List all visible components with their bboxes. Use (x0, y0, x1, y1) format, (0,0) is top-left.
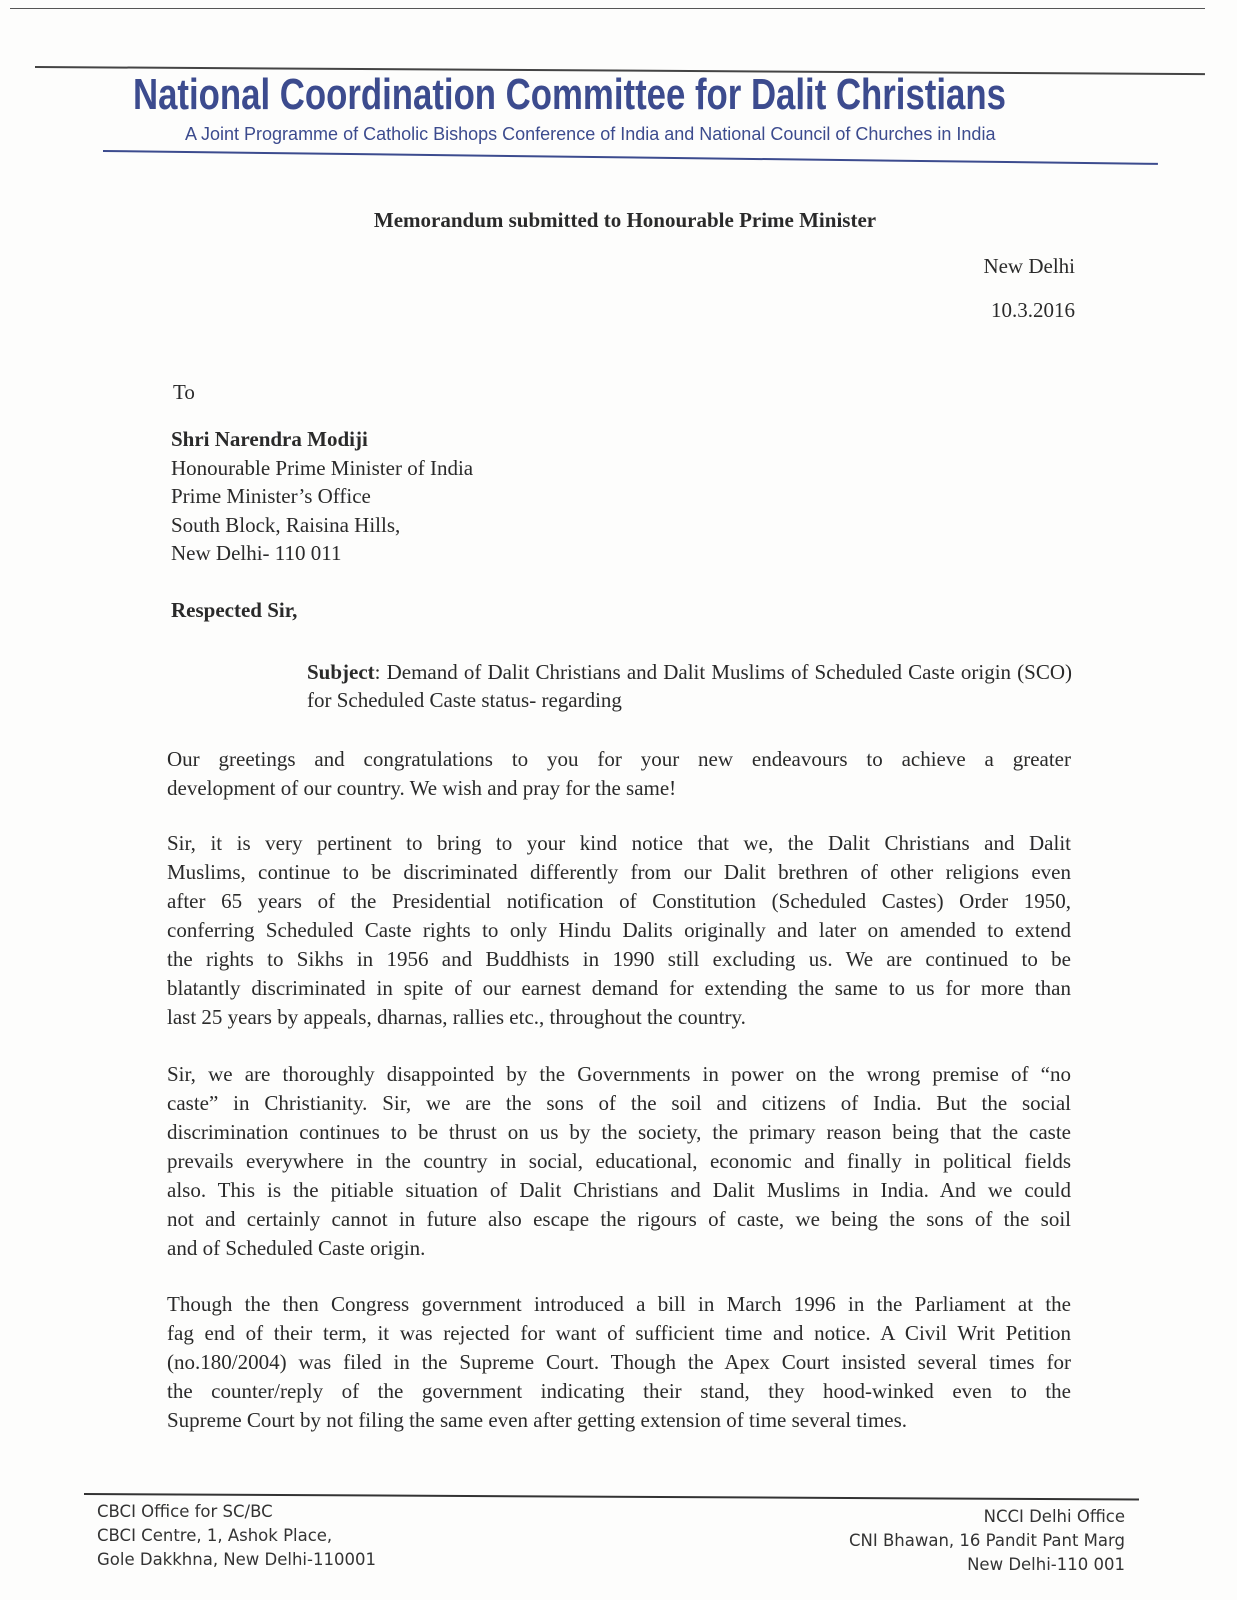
paragraph-line: discrimination continues to be thrust on us by the society, the primary reason being that the caste (167, 1120, 1071, 1144)
subject (307, 658, 1072, 714)
footer-left-address (97, 1500, 376, 1572)
date: 10.3.2016 (991, 298, 1075, 322)
letterhead-organization: National Coordination Committee for Dalit Christians (133, 70, 1006, 119)
footer-line: CNI Bhawan, 16 Pandit Pant Marg (848, 1531, 1125, 1550)
paragraph-line: Muslims, continue to be discriminated differently from our Dalit brethren of other religions even (167, 860, 1071, 884)
footer-line: New Delhi-110 001 (967, 1555, 1125, 1574)
letterhead-divider (103, 150, 1158, 165)
paragraph-line: blatantly discriminated in spite of our earnest demand for extending the same to us for more than (167, 976, 1071, 1000)
paragraph-line: last 25 years by appeals, dharnas, rallies etc., throughout the country. (167, 1005, 746, 1029)
paragraph-line: and of Scheduled Caste origin. (167, 1236, 426, 1260)
body-paragraph (167, 1060, 1071, 1263)
paragraph-line: after 65 years of the Presidential notification of Constitution (Scheduled Castes) Order 1950, (167, 889, 1071, 913)
to-label: To (173, 380, 195, 404)
paragraph-line: also. This is the pitiable situation of Dalit Christians and Dalit Muslims in India. And we could (167, 1178, 1071, 1202)
paragraph-line: Sir, it is very pertinent to bring to your kind notice that we, the Dalit Christians and Dalit (167, 831, 1071, 855)
paragraph-line: not and certainly cannot in future also escape the rigours of caste, we being the sons of the soil (167, 1207, 1071, 1231)
subject-text: : Demand of Dalit Christians and Dalit Muslims of Scheduled Caste origin (SCO) for Scheduled Caste status- regarding (307, 660, 1072, 712)
paragraph-line: fag end of their term, it was rejected for want of sufficient time and notice. A Civil Writ Petition (167, 1321, 1071, 1345)
scan-edge-line (10, 8, 1205, 9)
body-paragraph (167, 745, 1071, 803)
memo-title: Memorandum submitted to Honourable Prime Minister (373, 208, 877, 232)
paragraph-line: (no.180/2004) was filed in the Supreme Court. Though the Apex Court insisted several times for (167, 1350, 1071, 1374)
footer-line: Gole Dakkhna, New Delhi-110001 (97, 1550, 376, 1569)
place: New Delhi (983, 254, 1075, 278)
paragraph-line: Sir, we are thoroughly disappointed by the Governments in power on the wrong premise of “no (167, 1062, 1071, 1086)
paragraph-line: the rights to Sikhs in 1956 and Buddhists in 1990 still excluding us. We are continued to be (167, 947, 1071, 971)
address-line: South Block, Raisina Hills, (171, 512, 401, 537)
recipient-address (171, 425, 473, 568)
paragraph-line: Supreme Court by not filing the same even after getting extension of time several times. (167, 1408, 908, 1432)
body-paragraph (167, 829, 1071, 1032)
footer-line: CBCI Office for SC/BC (97, 1502, 273, 1521)
paragraph-line: the counter/reply of the government indicating their stand, they hood-winked even to the (167, 1379, 1071, 1403)
footer-line: CBCI Centre, 1, Ashok Place, (97, 1526, 333, 1545)
address-line: Prime Minister’s Office (171, 484, 371, 508)
paragraph-line: development of our country. We wish and pray for the same! (167, 776, 677, 800)
letterhead-subtitle: A Joint Programme of Catholic Bishops Conference of India and National Council of Churches in India (185, 124, 996, 144)
footer-line: NCCI Delhi Office (983, 1507, 1125, 1526)
paragraph-line: conferring Scheduled Caste rights to only Hindu Dalits originally and later on amended to extend (167, 918, 1071, 942)
address-line: New Delhi- 110 011 (171, 541, 342, 565)
recipient-name: Shri Narendra Modiji (171, 427, 368, 451)
paragraph-line: caste” in Christianity. Sir, we are the sons of the soil and citizens of India. But the social (167, 1091, 1071, 1115)
footer-right-address (849, 1505, 1125, 1577)
paragraph-line: Our greetings and congratulations to you for your new endeavours to achieve a greater (167, 747, 1071, 771)
address-line: Honourable Prime Minister of India (171, 455, 474, 480)
salutation: Respected Sir, (171, 598, 298, 622)
body-paragraph (167, 1290, 1071, 1435)
paragraph-line: Though the then Congress government introduced a bill in March 1996 in the Parliament at the (167, 1292, 1071, 1316)
subject-label: Subject (307, 660, 375, 684)
paragraph-line: prevails everywhere in the country in social, educational, economic and finally in political fields (167, 1149, 1071, 1173)
